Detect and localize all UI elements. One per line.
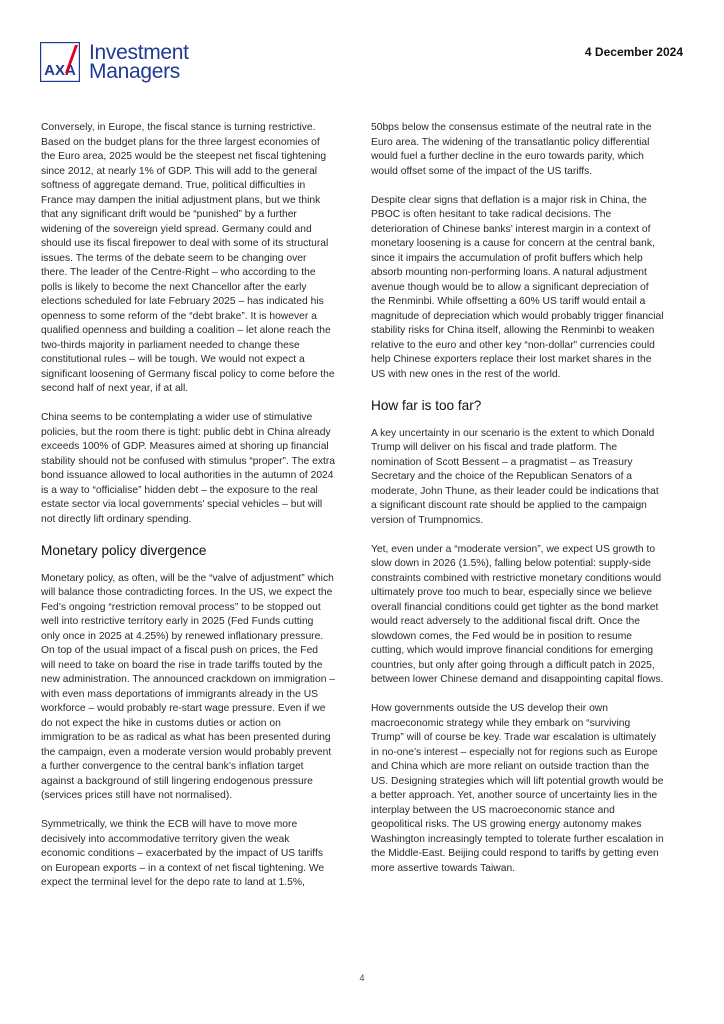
- paragraph: Despite clear signs that deflation is a major risk in China, the PBOC is often hesitant to take radical decisions. The deterioration of Chinese banks’ interest margin in a context of monetary loosening is a cause for concern at the central bank, since it impairs the accumulation of profit buffers which help absorb mounting non-performing loans. A natural adjustment avenue though would be to allow a significant depreciation of the Renminbi. While offsetting a 60% US tariff would entail a magnitude of depreciation which would probably trigger financial stability risks for China itself, allowing the Renminbi to weaken relative to the euro and other key “non-dollar” currencies could help Chinese exporters replace their lost market shares in the US with new ones in the rest of the world.: [371, 194, 664, 380]
- logo-line-1: Investment: [89, 41, 189, 64]
- logo-wordmark: [89, 43, 189, 81]
- document-date: 4 December 2024: [584, 45, 683, 59]
- paragraph: A key uncertainty in our scenario is the extent to which Donald Trump will deliver on his fiscal and trade platform. The nomination of Scott Bessent – a pragmatist – as Treasury Secretary and the choice of the Republican Senators of a moderate, John Thune, as their leader could be indications that a significant discount rate should be applied to the campaign version of Trumpnomics.: [371, 427, 659, 526]
- paragraph: Conversely, in Europe, the fiscal stance is turning restrictive. Based on the budget plans for the three largest economies of the Euro area, 2025 would be the steepest net fiscal tightening since 2012, at nearly 1% of GDP. This will add to the general softness of aggregate demand. True, political difficulties in France may dampen the initial adjustment plans, but we think that any significant drift would be “punished” by a further widening of the sovereign yield spread. Germany could and should use its fiscal firepower to deal with some of its structural issues. The terms of the debate seem to be changing over there. The leader of the Centre-Right – who according to the polls is likely to become the next Chancellor after the early elections scheduled for late February 2025 – has indicated his openness to some reform of the “debt brake”. It is however a qualified openness and building a coalition – let alone reach the two-thirds majority in parliament needed to change these constitutional rules – will be tough. We would not expect a significant loosening of Germany fiscal policy to come before the second half of next year, if at all.: [41, 122, 335, 394]
- section-heading: How far is too far?: [371, 397, 482, 413]
- axa-logo-icon: [40, 42, 80, 82]
- right-column: [371, 121, 665, 891]
- logo-line-2: Managers: [89, 60, 180, 83]
- left-column: [41, 121, 335, 905]
- paragraph: Symmetrically, we think the ECB will have to move more decisively into accommodative territory given the weak economic conditions – exacerbated by the impact of US tariffs on European exports – in a context of net fiscal tightening. We expect the terminal level for the depo rate to land at 1.5%,: [41, 819, 325, 888]
- paragraph: 50bps below the consensus estimate of the neutral rate in the Euro area. The widening of the transatlantic policy differential would fuel a further decline in the euro towards parity, which would offset some of the impact of the US tariffs.: [371, 122, 652, 177]
- page-number: 4: [359, 973, 365, 983]
- paragraph: Yet, even under a “moderate version”, we expect US growth to slow down in 2026 (1.5%), falling below potential: supply-side constraints combined with restrictive monetary conditions would ultimately prove too much to bear, especially since we believe overall financial conditions could get tighter as the bond market would react adversely to the additional fiscal drift. Once the slowdown comes, the Fed would be in position to resume cutting, which would improve financial conditions for emerging countries, but only after going through a difficult patch in 2025, between lower Chinese demand and disappointing capital flows.: [371, 543, 664, 685]
- paragraph: Monetary policy, as often, will be the “valve of adjustment” which will balance those contradicting forces. In the US, we expect the Fed’s ongoing “restriction removal process” to be stopped out well into restrictive territory early in 2025 (Fed Funds cutting only once in 2025 at 4.25%) by renewed inflationary pressure. On top of the usual impact of a fiscal push on prices, the Fed will need to take on board the rise in trade tariffs touted by the new administration. The announced crackdown on immigration – with even mass deportations of immigrants already in the US workforce – would probably re-start wage pressure. Even if we do not expect the hike in customs duties or action on immigration to be as radical as what has been presented during the campaign, even a moderate version would probably prevent a further convergence to the central bank’s inflation target against a background of still lingering endogenous pressure (services prices still have not normalised).: [41, 572, 336, 801]
- axa-im-logo: [40, 42, 190, 82]
- svg-text:AXA: AXA: [44, 62, 76, 79]
- paragraph: China seems to be contemplating a wider use of stimulative policies, but the room there is tight: public debt in China already exceeds 100% of GDP. Measures aimed at shoring up financial stability should not be confused with stimulus “proper”. The extra bond issuance allowed to local authorities in the autumn of 2024 is a way to “officialise” hidden debt – the exposure to the real estate sector via local governments’ special vehicles – but will not directly lift ordinary spending.: [41, 412, 335, 525]
- section-heading: Monetary policy divergence: [41, 542, 207, 558]
- paragraph: How governments outside the US develop their own macroeconomic strategy while they embark on “surviving Trump” will of course be key. Trade war escalation is ultimately in no-one’s interest – especially not for regions such as Europe and China which are more reliant on outside traction than the US. Designing strategies which will lift potential growth would be a better approach. Yet, another source of uncertainty lies in the interplay between the US macroeconomic stance and geopolitical risks. The US growing energy autonomy makes Washington increasingly tempted to tolerate further escalation in the Middle-East. Beijing could respond to tariffs by getting even more assertive towards Taiwan.: [371, 703, 664, 874]
